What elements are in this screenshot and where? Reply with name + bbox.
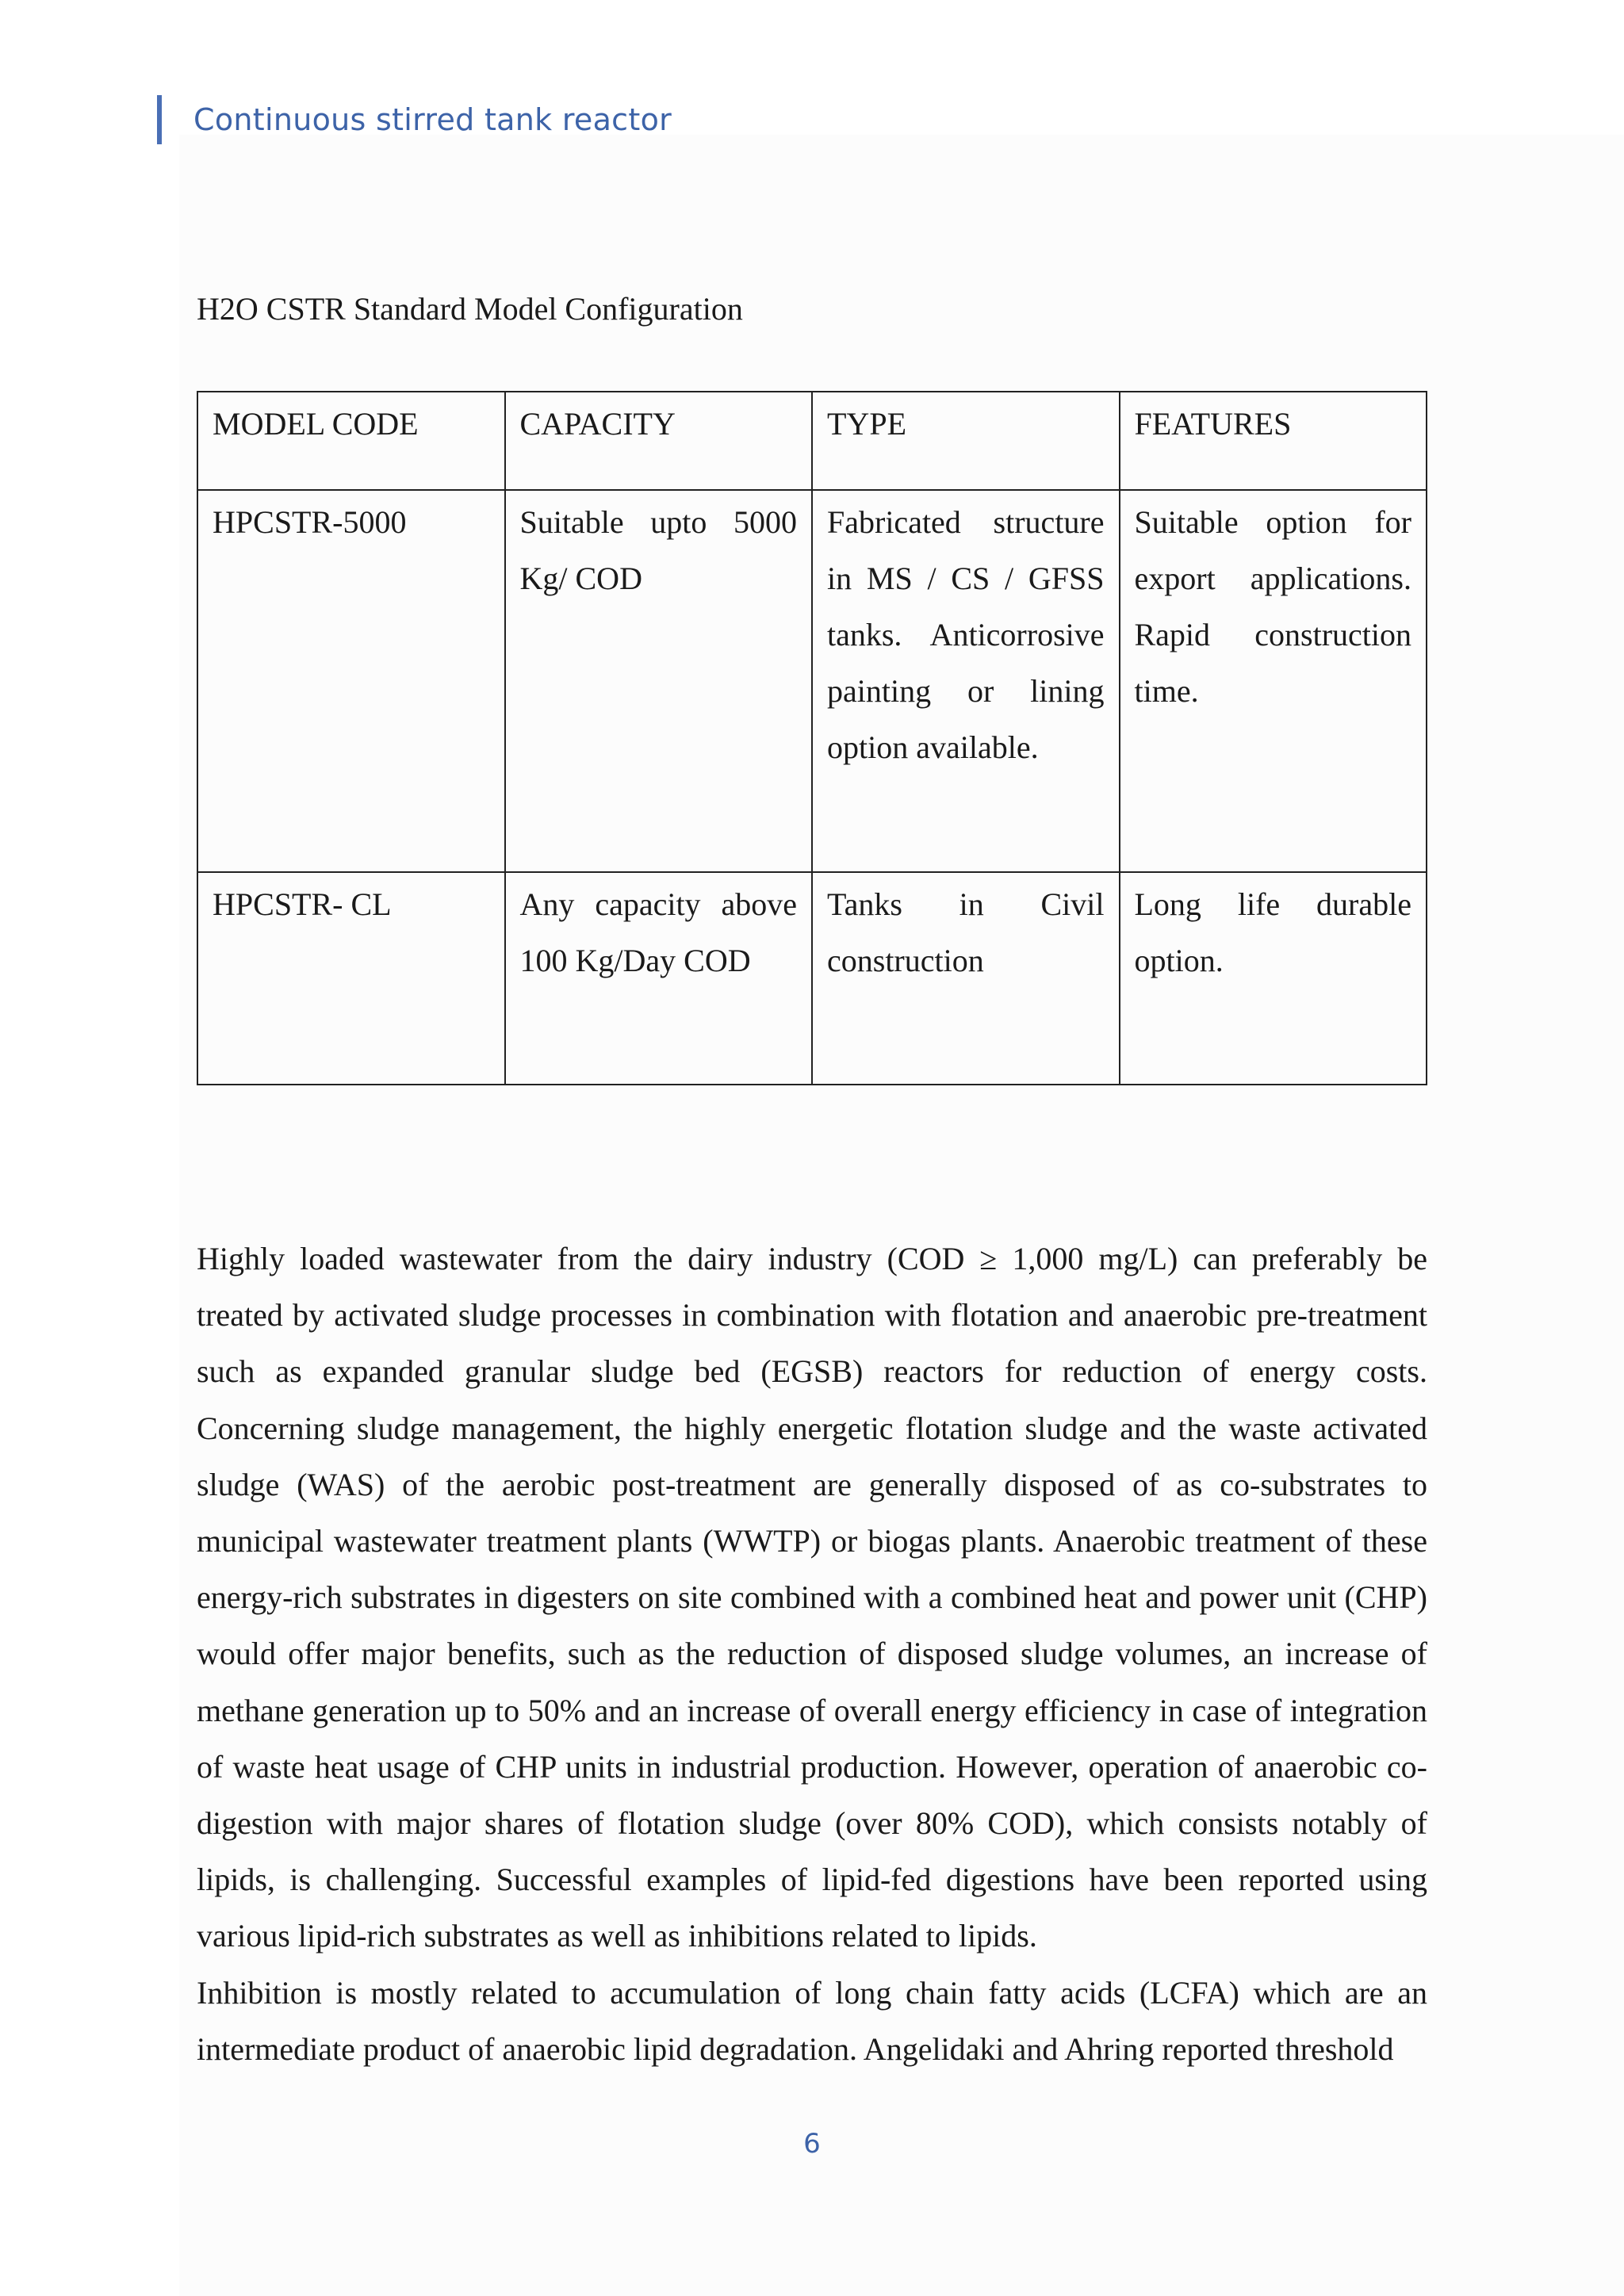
header-title: Continuous stirred tank reactor — [193, 102, 672, 137]
cell-capacity: Any capacity above 100 Kg/Day COD — [505, 872, 813, 1085]
model-configuration-table — [197, 391, 1427, 1085]
column-header-model-code: MODEL CODE — [197, 392, 505, 490]
table-row — [197, 490, 1427, 872]
table-header-row — [197, 392, 1427, 490]
cell-model-code: HPCSTR-5000 — [197, 490, 505, 872]
column-header-capacity: CAPACITY — [505, 392, 813, 490]
cell-type: Tanks in Civil construction — [812, 872, 1120, 1085]
cell-type: Fabricated structure in MS / CS / GFSS tanks. Anticorrosive painting or lining option available. — [812, 490, 1120, 872]
page-number: 6 — [803, 2128, 821, 2160]
header-accent-bar — [157, 95, 162, 144]
section-title: H2O CSTR Standard Model Configuration — [197, 291, 743, 327]
running-header — [157, 95, 672, 144]
body-text — [197, 1230, 1427, 2077]
cell-features: Suitable option for export applications. Rapid construction time. — [1120, 490, 1427, 872]
cell-capacity: Suitable upto 5000 Kg/ COD — [505, 490, 813, 872]
column-header-features: FEATURES — [1120, 392, 1427, 490]
cell-features: Long life durable option. — [1120, 872, 1427, 1085]
body-paragraph: Highly loaded wastewater from the dairy industry (COD ≥ 1,000 mg/L) can preferably be treated by activated sludge processes in combination with flotation and anaerobic pre-treatment such as expanded granular sludge bed (EGSB) reactors for reduction of energy costs. Concerning sludge management, the highly energetic flotation sludge and the waste activated sludge (WAS) of the aerobic post-treatment are generally disposed of as co-substrates to municipal wastewater treatment plants (WWTP) or biogas plants. Anaerobic treatment of these energy-rich substrates in digesters on site combined with a combined heat and power unit (CHP) would offer major benefits, such as the reduction of disposed sludge volumes, an increase of methane generation up to 50% and an increase of overall energy efficiency in case of integration of waste heat usage of CHP units in industrial production. However, operation of anaerobic co-digestion with major shares of flotation sludge (over 80% COD), which consists notably of lipids, is challenging. Successful examples of lipid-fed digestions have been reported using various lipid-rich substrates as well as inhibitions related to lipids. — [197, 1241, 1427, 1954]
column-header-type: TYPE — [812, 392, 1120, 490]
cell-model-code: HPCSTR- CL — [197, 872, 505, 1085]
body-paragraph: Inhibition is mostly related to accumulation of long chain fatty acids (LCFA) which are an intermediate product of anaerobic lipid degradation. Angelidaki and Ahring reported threshold — [197, 1974, 1427, 2067]
table-row — [197, 872, 1427, 1085]
